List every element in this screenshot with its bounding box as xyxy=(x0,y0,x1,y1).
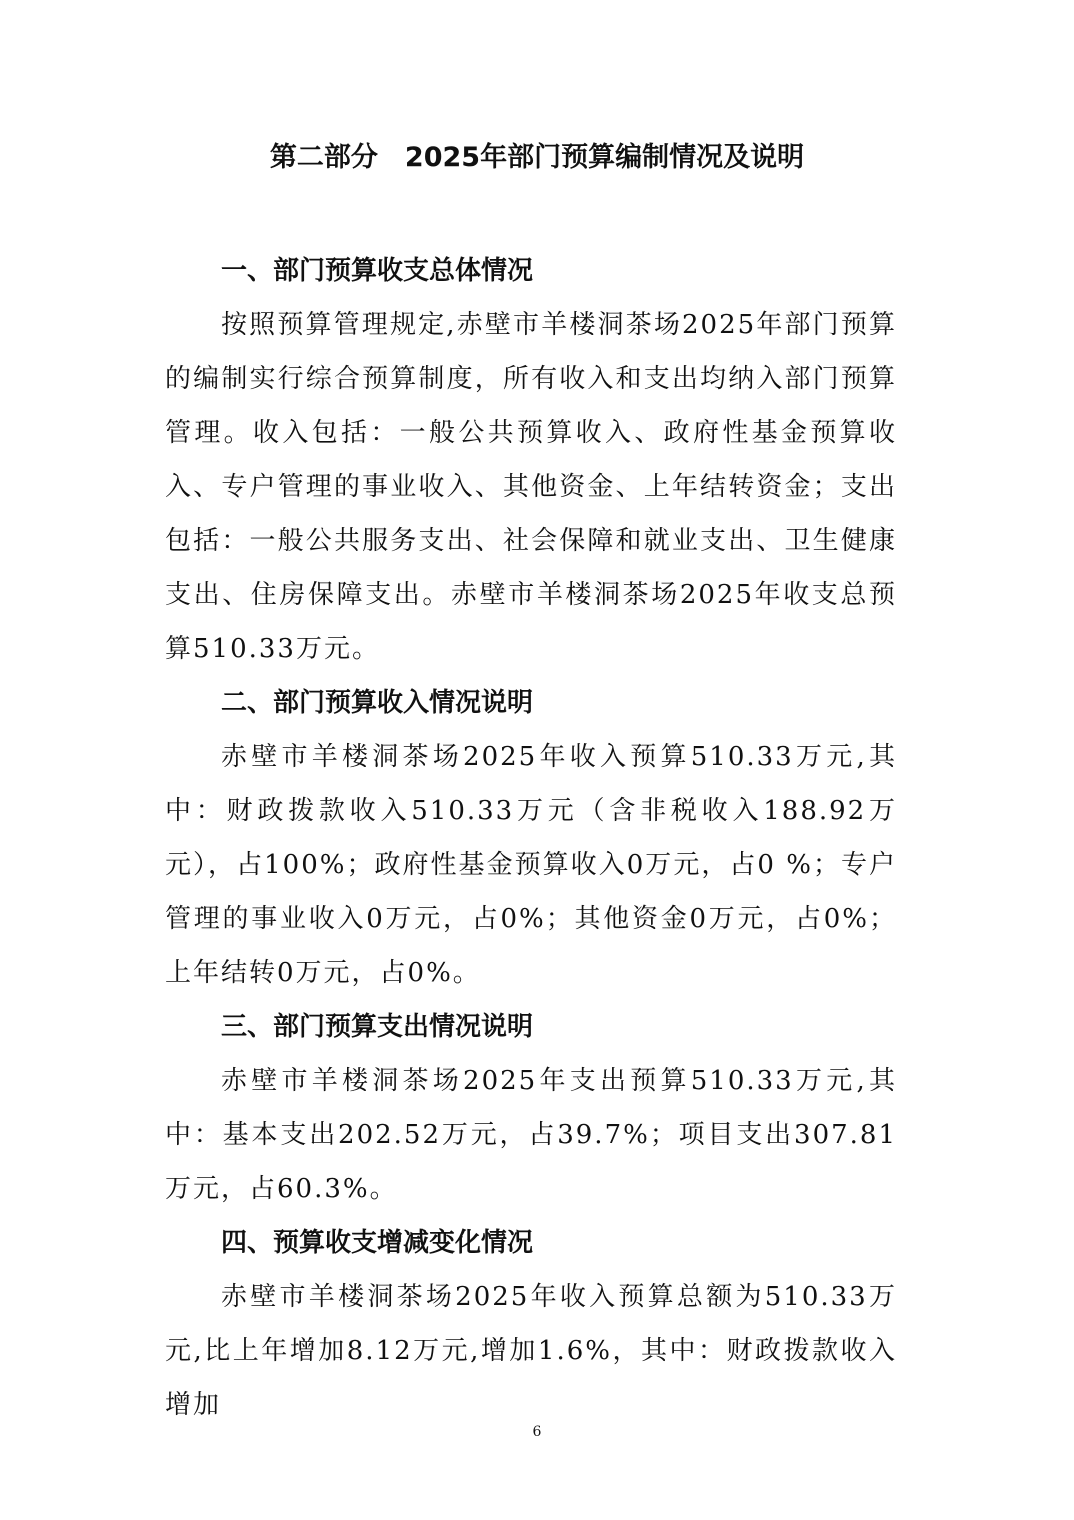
section-heading: 二、部门预算收入情况说明 xyxy=(221,688,534,718)
section-heading: 四、预算收支增减变化情况 xyxy=(221,1228,534,1258)
section-paragraph: 赤壁市羊楼洞茶场2025年收入预算510.33万元,其中：财政拨款收入510.33万元（含非税收入188.92万元），占100%；政府性基金预算收入0万元，占0 %；专户管理的事业收入0万元，占0%；其他资金0万元，占0%；上年结转0万元，占0%。 xyxy=(165,742,897,988)
document-body xyxy=(165,244,897,1432)
section-expenditure xyxy=(165,1000,897,1216)
section-heading: 三、部门预算支出情况说明 xyxy=(221,1012,534,1042)
section-paragraph: 按照预算管理规定,赤壁市羊楼洞茶场2025年部门预算的编制实行综合预算制度，所有收入和支出均纳入部门预算管理。收入包括：一般公共预算收入、政府性基金预算收入、专户管理的事业收入、其他资金、上年结转资金；支出包括：一般公共服务支出、社会保障和就业支出、卫生健康支出、住房保障支出。赤壁市羊楼洞茶场2025年收支总预算510.33万元。 xyxy=(165,310,897,664)
section-paragraph: 赤壁市羊楼洞茶场2025年收入预算总额为510.33万元,比上年增加8.12万元,增加1.6%，其中：财政拨款收入增加 xyxy=(165,1282,897,1420)
section-heading: 一、部门预算收支总体情况 xyxy=(221,256,534,286)
section-income xyxy=(165,676,897,1000)
section-overview xyxy=(165,244,897,676)
document-title: 第二部分 2025年部门预算编制情况及说明 xyxy=(269,142,805,173)
section-changes xyxy=(165,1216,897,1432)
section-paragraph: 赤壁市羊楼洞茶场2025年支出预算510.33万元,其中：基本支出202.52万元，占39.7%；项目支出307.81万元，占60.3%。 xyxy=(165,1066,897,1204)
page-number: 6 xyxy=(532,1424,542,1440)
